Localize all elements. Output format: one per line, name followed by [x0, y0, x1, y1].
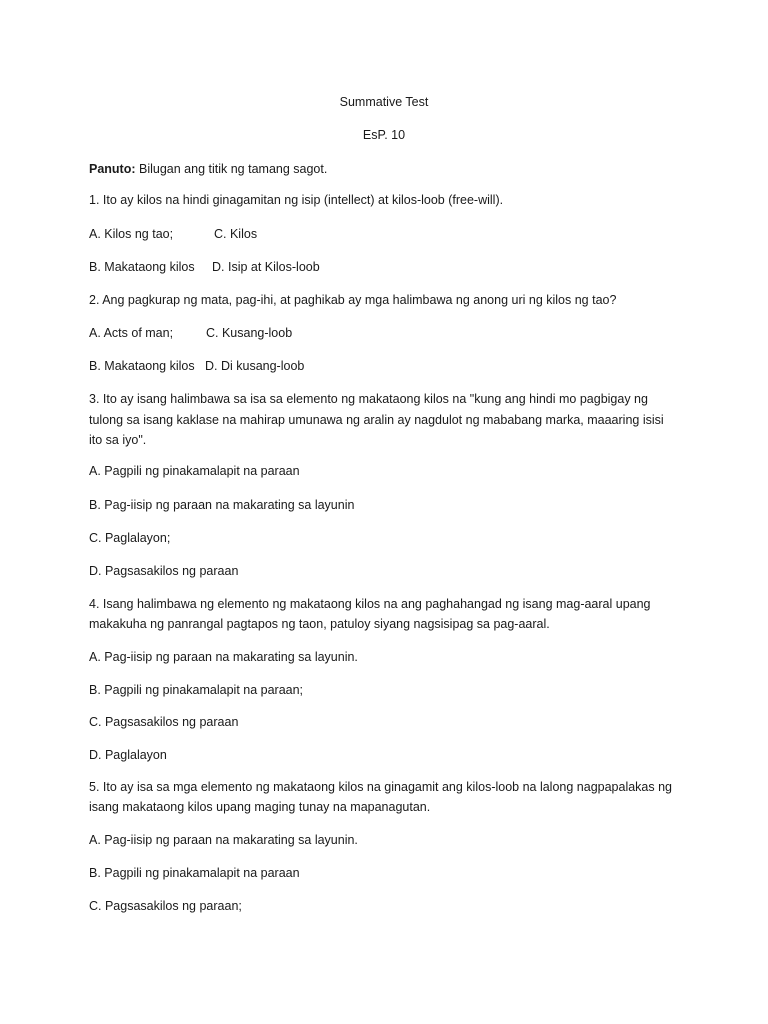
question-1-choices-ac [89, 224, 257, 244]
question-5-choice-a: A. Pag-iisip ng paraan na makarating sa layunin. [89, 833, 358, 847]
question-5-stem-line-2: isang makataong kilos upang maging tunay na mapanagutan. [89, 800, 431, 814]
question-3-choice-b: B. Pag-iisip ng paraan na makarating sa layunin [89, 498, 355, 512]
instructions-label: Panuto: [89, 162, 136, 176]
question-4-choice-d: D. Paglalayon [89, 748, 167, 762]
question-4-stem-line-2: makakuha ng panrangal pagtapos ng taon, patuloy siyang nagsisipag sa pag-aaral. [89, 617, 550, 631]
question-3-stem-line-2: tulong sa isang kaklase na mahirap umunawa ng aralin ay nagdulot ng mababang marka, maaaring isisi [89, 413, 664, 427]
question-3-stem-line-3: ito sa iyo". [89, 433, 147, 447]
question-5-stem-line-1: 5. Ito ay isa sa mga elemento ng makataong kilos na ginagamit ang kilos-loob na lalong nagpapalakas ng [89, 780, 673, 794]
instructions-text: Bilugan ang titik ng tamang sagot. [135, 162, 328, 176]
question-2-choice-d: D. Di kusang-loob [205, 359, 305, 373]
question-1-stem: 1. Ito ay kilos na hindi ginagamitan ng isip (intellect) at kilos-loob (free-will). [89, 193, 504, 207]
question-2-stem: 2. Ang pagkurap ng mata, pag-ihi, at paghikab ay mga halimbawa ng anong uri ng kilos ng tao? [89, 293, 617, 307]
question-1-choices-bd [89, 257, 320, 277]
question-2-choice-c: C. Kusang-loob [206, 326, 293, 340]
question-5-choice-c: C. Pagsasakilos ng paraan; [89, 899, 242, 913]
question-4-choice-b: B. Pagpili ng pinakamalapit na paraan; [89, 683, 304, 697]
question-2-choices-ac [89, 323, 292, 343]
instructions [89, 159, 327, 179]
question-3-stem-line-1: 3. Ito ay isang halimbawa sa isa sa elemento ng makataong kilos na "kung ang hindi mo pagbigay ng [89, 392, 648, 406]
question-1-choice-c: C. Kilos [214, 227, 258, 241]
question-3-choice-c: C. Paglalayon; [89, 531, 171, 545]
question-5-choice-b: B. Pagpili ng pinakamalapit na paraan [89, 866, 300, 880]
question-4-choice-c: C. Pagsasakilos ng paraan [89, 715, 239, 729]
question-4-stem-line-1: 4. Isang halimbawa ng elemento ng makataong kilos na ang paghahangad ng isang mag-aaral upang [89, 597, 651, 611]
question-2-choices-bd [89, 356, 304, 376]
question-1-choice-b: B. Makataong kilos [89, 260, 195, 274]
question-3-choice-a: A. Pagpili ng pinakamalapit na paraan [89, 464, 300, 478]
question-1-choice-a: A. Kilos ng tao; [89, 227, 174, 241]
question-2-choice-a: A. Acts of man; [89, 326, 174, 340]
document-title: Summative Test [339, 95, 429, 109]
question-4-choice-a: A. Pag-iisip ng paraan na makarating sa layunin. [89, 650, 358, 664]
question-2-choice-b: B. Makataong kilos [89, 359, 195, 373]
question-3-choice-d: D. Pagsasakilos ng paraan [89, 564, 239, 578]
document-subject: EsP. 10 [362, 128, 406, 142]
question-1-choice-d: D. Isip at Kilos-loob [212, 260, 320, 274]
